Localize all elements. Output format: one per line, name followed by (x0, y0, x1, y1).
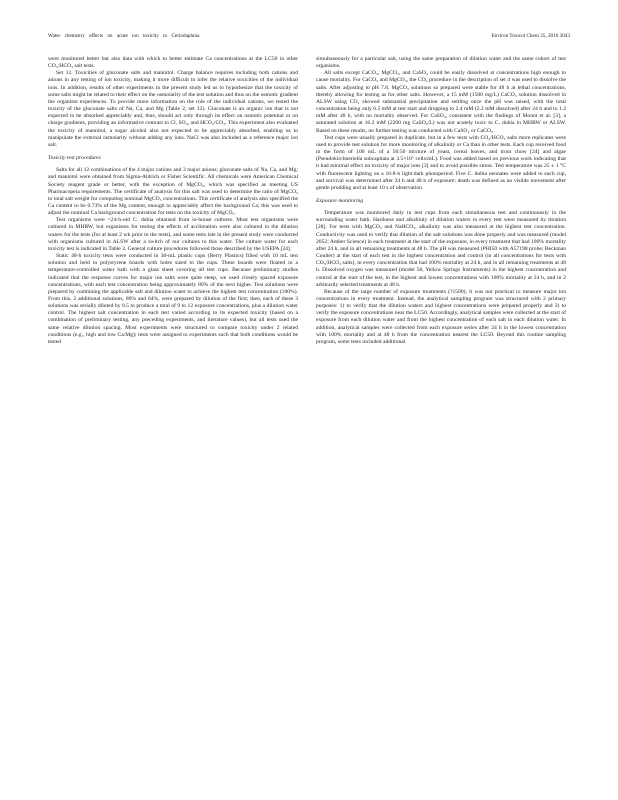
paragraph: Salts for all 12 combinations of the 4 major cations and 3 major anions; gluconate salts of Na, Ca, and Mg; and mannitol were obtained from Sigma-Aldrich or Fisher Scientific. All chemicals were American Chemical Society reagent grade or better, with the exception of MgCO₃, which was specified as meeting US Pharmacopeia requirements. The certificate of analysis for this salt was used to determine the ratio of MgCO₃ to total salt weight for computing nominal MgCO₃ concentrations. This certificate of analysis also specified the Ca content to be 0.73% of the Mg content, enough to appreciably affect the background Ca; this was used to adjust the nominal Ca background concentration for tests on the toxicity of MgCO₃. (48, 167, 298, 217)
paragraph: Because of the large number of exposure treatments (?1500), it was not practical to measure major ion concentrations in every treatment. Instead, the analytical sampling program was structured with 2 primary purposes: 1) to verify that the dilution waters and highest concentrations were prepared properly and 2) to verify the exposure concentrations near the LC50. Accordingly, analytical samples were collected at the start of exposure from each dilution water and from the highest concentration of each salt in each dilution water. In addition, analytical samples were collected from each exposure series after 24 h in the lowest concentration with 100% mortality and at 48 h from the concentration nearest the LC50. Beyond this routine sampling program, some tests included additional (316, 288, 566, 345)
paragraph: Test cups were usually prepared in duplicate, but in a few tests with CO₃/HCO₃ salts more replicates were used to provide test solution for more monitoring of alkalinity or Ca than in other tests. Each cup received food in the form of 100 mL of a 50:50 mixture of yeast, cereal leaves, and trout chow [24] and algae (Pseudokirchneriella subcapitata at 3.5×10⁷ cells/mL). Food was added based on previous work indicating that it had minimal effect on toxicity of major ions [3] and to avoid possible stress. Test temperature was 25 ± 1 °C with fluorescent lighting on a 16:8-h light:dark photoperiod. Five C. dubia neonates were added to each cup, and survival was determined after 24 h and 48 h of exposure; death was defined as no visible movement after gentle prodding and at least 10 s of observation. (316, 134, 566, 191)
right-column (316, 56, 566, 346)
header-title: Water chemistry effects on acute ion toxicity to Ceriodaphnia (48, 33, 200, 39)
running-header (48, 33, 570, 43)
paragraph: were monitored better but also data with which to better estimate Ca concentrations at the LC50 in other CO₃:HCO₃ salt tests. (48, 56, 298, 70)
paragraph: Set 12. Toxicities of gluconate salts and mannitol. Charge balance requires including both cations and anions in any testing of ion toxicity, making it more difficult to infer the relative toxicities of the individual ions. In addition, results of other experiments in the present study led us to hypothesize that the toxicity of some salts might be related to their effect on the osmolarity of the test solution and thus on the osmotic gradient the organism experiences. To provide more information on the role of the individual cations, we tested the toxicity of the gluconate salts of Na, Ca, and Mg (Table 2, set 12). Gluconate is an organic ion that is not expected to be absorbed appreciably and, thus, should act only through its effect on osmotic potential or on charge gradients, providing an informative contrast to Cl, SO₄, and HCO₃/CO₃. This experiment also evaluated the toxicity of mannitol, a sugar alcohol also not expected to be appreciably absorbed, enabling us to manipulate the external osmolarity without adding any ions. NaCl was also included as a reference major ion salt. (48, 70, 299, 148)
header-citation: Environ Toxicol Chem 35, 2016 3043 (491, 33, 570, 39)
section-heading: Toxicity test procedures (48, 155, 101, 162)
paragraph: simultaneously for a particular salt, using the same preparation of dilution water and the same cohort of test organisms. (316, 56, 566, 70)
paragraph: All salts except CaCO₃, MgCO₃, and CaSO₄ could be easily dissolved at concentrations high enough to cause mortality. For CaCO₃ and MgCO₃, the CO₂ procedure in the description of set 4 was used to dissolve the salts. After adjusting to pH 7.8, MgCO₃ solutions so prepared were stable for 48 h at lethal concentrations, thereby allowing for testing as for other salts. However, a 15 mM (1500 mg/L) CaCO₃ solution dissolved in ALSW using CO₂ showed substantial precipitation and settling once the pH was raised, with the total concentration being only 6.5 mM at test start and dropping to 2.4 mM (2.2 mM dissolved) after 24 h and to 1.2 mM after 48 h, with no mortality observed. For CaSO₄, consistent with the findings of Mount et al. [3], a saturated solution at 16.2 mM (2200 mg CaSO₄/L) was not acutely toxic to C. dubia in MHRW or ALSW. Based on these results, no further testing was conducted with CaSO₄ or CaCO₃. (316, 70, 566, 134)
left-column (48, 56, 298, 346)
paragraph: Static 48-h toxicity tests were conducted in 30-mL plastic cups (Berry Plastics) filled with 10 mL test solution and held in polystyrene boards with holes sized to the cups. These boards were floated in a temperature-controlled water bath with a glass sheet covering all test cups. Because preliminary studies indicated that the response curves for major ion salts were quite steep, we used closely spaced exposure concentrations, with each test concentration being approximately 80% of the next higher. Test solutions were prepared by combining the applicable salt and dilution water to achieve the highest test concentration (100%). From this, 2 additional solutions, 80% and 64%, were prepared by dilution of the first; then, each of these 3 solutions was serially diluted by 0.5 to produce a total of 9 to 12 exposure concentrations, plus a dilution water control. The highest salt concentration in each test varied according to its expected toxicity (based on a combination of preliminary testing, any preceding experiments, and literature values), but all tests used the same relative dilution spacing. Most experiments were structured to compare toxicity under 2 related conditions (e.g., high and low Ca:Mg); tests were assigned to experiments such that both conditions would be tested (48, 253, 298, 345)
paragraph: Test organisms were <24-h-old C. dubia obtained from in-house cultures. Most test organisms were cultured in MHRW, but organisms for testing the effects of acclimation were also cultured in the dilution waters for the tests (for at least 2 wk prior to the tests), and some tests late in the present study were conducted with organisms cultured in ALSW after a switch of our cultures to this water. The culture water for each toxicity test is indicated in Table 3. General culture procedures followed those described by the USEPA [24]. (48, 217, 298, 252)
paragraph: Temperature was monitored daily in test cups from each simultaneous test and continuously in the surrounding water bath. Hardness and alkalinity of dilution waters in every test were measured by titration [28]. For tests with MgCO₃ and NaHCO₃, alkalinity was also measured at the highest test concentration. Conductivity was used to verify that dilution of the salt solutions was done properly and was measured (model 2052; Amber Science) in each treatment at the start of the exposure, in every treatment that had 100% mortality after 24 h, and in all remaining treatments at 48 h. The pH was measured (PHI50 with A57198 probe; Beckman Coulter) at the start of each test in the highest concentration and control (in all concentrations for tests with CO₃/HCO₃ salts), in every concentration that had 100% mortality at 24 h, and in all remaining treatments at 48 h. Dissolved oxygen was measured (model 58, Yellow Springs Instruments) in the highest concentration and control at the start of the test, in the highest and lowest concentrations with 100% mortality at 24 h, and in 2 arbitrarily selected treatments at 48 h. (316, 210, 566, 288)
section-heading: Exposure monitoring (316, 197, 364, 204)
